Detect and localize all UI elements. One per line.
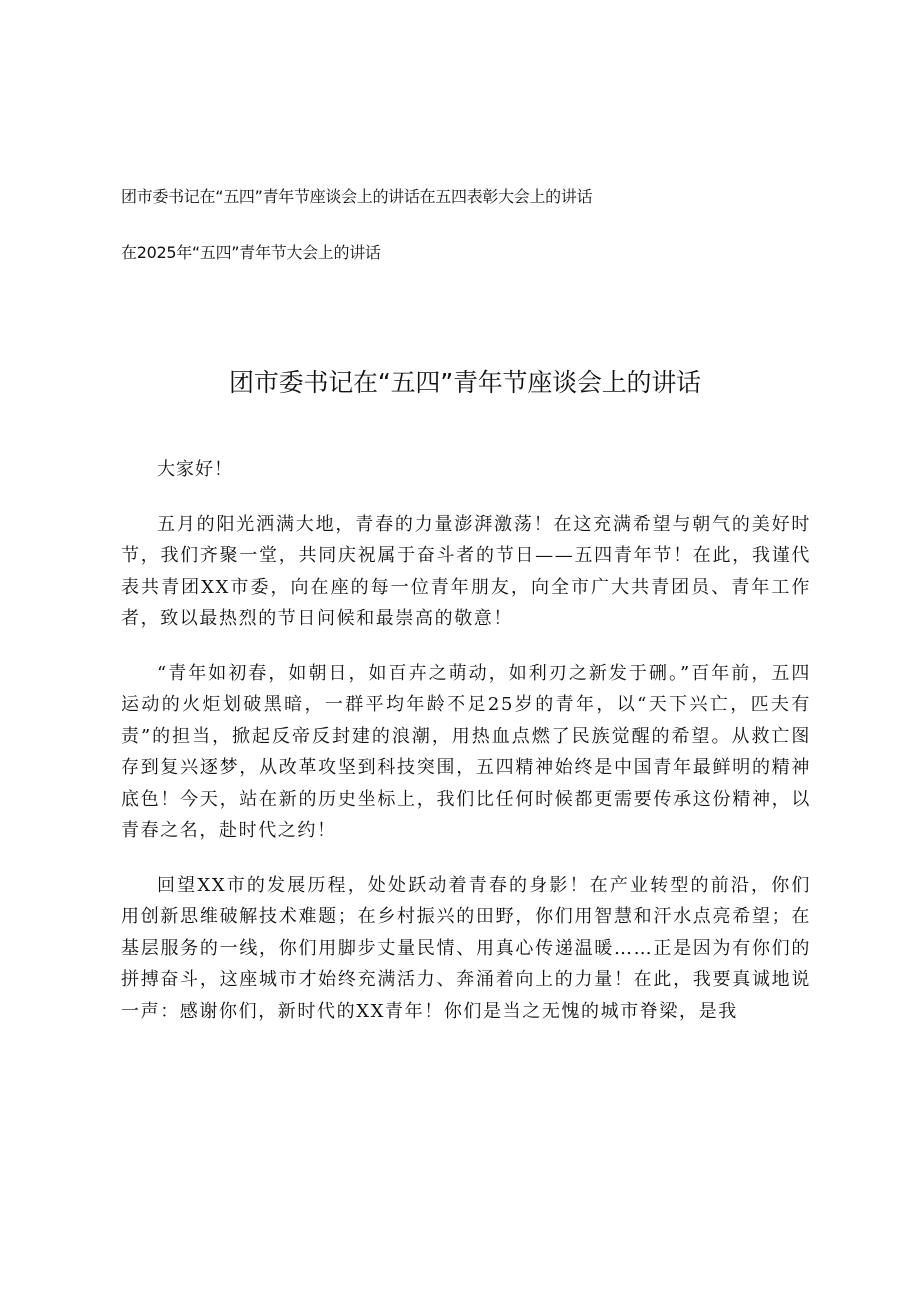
- paragraph-greeting: 大家好！: [157, 459, 233, 480]
- speech-title: 团市委书记在“五四”青年节座谈会上的讲话: [229, 368, 701, 397]
- paragraph-1: 五月的阳光洒满大地，青春的力量澎湃激荡！在这充满希望与朝气的美好时节，我们齐聚一堂，共同庆祝属于奋斗者的节日——五四青年节！在此，我谨代表共青团XX市委，向在座的每一位青年朋友，向全市广大共青团员、青年工作者，致以最热烈的节日问候和最崇高的敬意！: [121, 513, 812, 629]
- toc-entry-1: 团市委书记在“五四”青年节座谈会上的讲话在五四表彰大会上的讲话: [121, 187, 593, 206]
- toc-entry-2: 在2025年“五四”青年节大会上的讲话: [121, 243, 381, 262]
- table-of-contents: [121, 184, 841, 266]
- speech-body: [121, 454, 811, 1027]
- paragraph-3: 回望XX市的发展历程，处处跃动着青春的身影！在产业转型的前沿，你们用创新思维破解技术难题；在乡村振兴的田野，你们用智慧和汗水点亮希望；在基层服务的一线，你们用脚步丈量民情、用真心传递温暖……正是因为有你们的拼搏奋斗，这座城市才始终充满活力、奔涌着向上的力量！在此，我要真诚地说一声：感谢你们，新时代的XX青年！你们是当之无愧的城市脊梁，是我: [121, 874, 811, 1022]
- paragraph-2: “青年如初春，如朝日，如百卉之萌动，如利刃之新发于硎。”百年前，五四运动的火炬划破黑暗，一群平均年龄不足25岁的青年，以“天下兴亡，匹夫有责”的担当，掀起反帝反封建的浪潮，用热血点燃了民族觉醒的希望。从救亡图存到复兴逐梦，从改革攻坚到科技突围，五四精神始终是中国青年最鲜明的精神底色！今天，站在新的历史坐标上，我们比任何时候都更需要传承这份精神，以青春之名，赴时代之约！: [121, 662, 811, 841]
